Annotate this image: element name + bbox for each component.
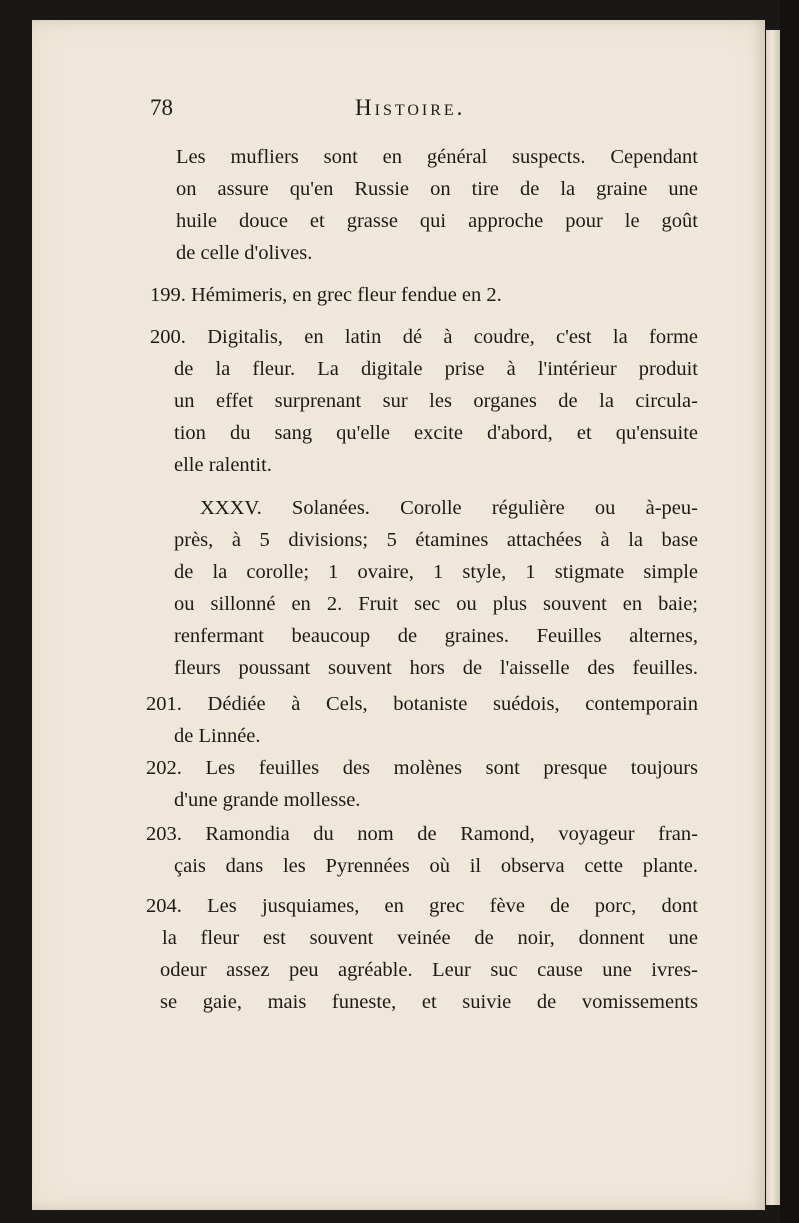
text-line: de celle d'olives. — [176, 242, 313, 264]
book-spine — [780, 0, 799, 1223]
text-line: la fleur est souvent veinée de noir, donnent une — [162, 927, 698, 949]
text-line: ou sillonné en 2. Fruit sec ou plus souvent en baie; — [174, 593, 698, 615]
text-line: tion du sang qu'elle excite d'abord, et qu'ensuite — [174, 422, 698, 444]
text-line: 199. Hémimeris, en grec fleur fendue en 2. — [150, 284, 502, 306]
family-solanees — [150, 497, 698, 689]
text-line: 201. Dédiée à Cels, botaniste suédois, contemporain — [146, 693, 698, 715]
text-line: de Linnée. — [174, 725, 261, 747]
text-line: près, à 5 divisions; 5 étamines attachées à la base — [174, 529, 698, 551]
note-204 — [146, 895, 698, 1023]
text-line: de la fleur. La digitale prise à l'intérieur produit — [174, 358, 698, 380]
text-line: fleurs poussant souvent hors de l'aisselle des feuilles. — [174, 657, 698, 679]
paragraph-mufliers — [150, 146, 698, 274]
text-line: huile douce et grasse qui approche pour le goût — [176, 210, 698, 232]
text-line: XXXV. Solanées. Corolle régulière ou à-peu- — [200, 497, 698, 519]
next-page-edge — [766, 30, 780, 1205]
page-number: 78 — [150, 95, 173, 120]
text-line: odeur assez peu agréable. Leur suc cause une ivres- — [160, 959, 698, 981]
text-line: elle ralentit. — [174, 454, 272, 476]
text-line: un effet surprenant sur les organes de la circula- — [174, 390, 698, 412]
text-line: Les mufliers sont en général suspects. Cependant — [176, 146, 698, 168]
text-line: on assure qu'en Russie on tire de la graine une — [176, 178, 698, 200]
text-line: 204. Les jusquiames, en grec fève de porc, dont — [146, 895, 698, 917]
note-201 — [146, 693, 698, 757]
text-line: 203. Ramondia du nom de Ramond, voyageur fran- — [146, 823, 698, 845]
text-line: renfermant beaucoup de graines. Feuilles alternes, — [174, 625, 698, 647]
text-line: de la corolle; 1 ovaire, 1 style, 1 stigmate simple — [174, 561, 698, 583]
text-line: se gaie, mais funeste, et suivie de vomissements — [160, 991, 698, 1013]
note-199 — [150, 284, 698, 316]
text-line: çais dans les Pyrennées où il observa cette plante. — [174, 855, 698, 877]
text-line: 202. Les feuilles des molènes sont presque toujours — [146, 757, 698, 779]
text-line: 200. Digitalis, en latin dé à coudre, c'est la forme — [150, 326, 698, 348]
note-200 — [150, 326, 698, 486]
running-title: Histoire. — [355, 95, 466, 120]
note-202 — [146, 757, 698, 821]
note-203 — [146, 823, 698, 887]
text-line: d'une grande mollesse. — [174, 789, 361, 811]
